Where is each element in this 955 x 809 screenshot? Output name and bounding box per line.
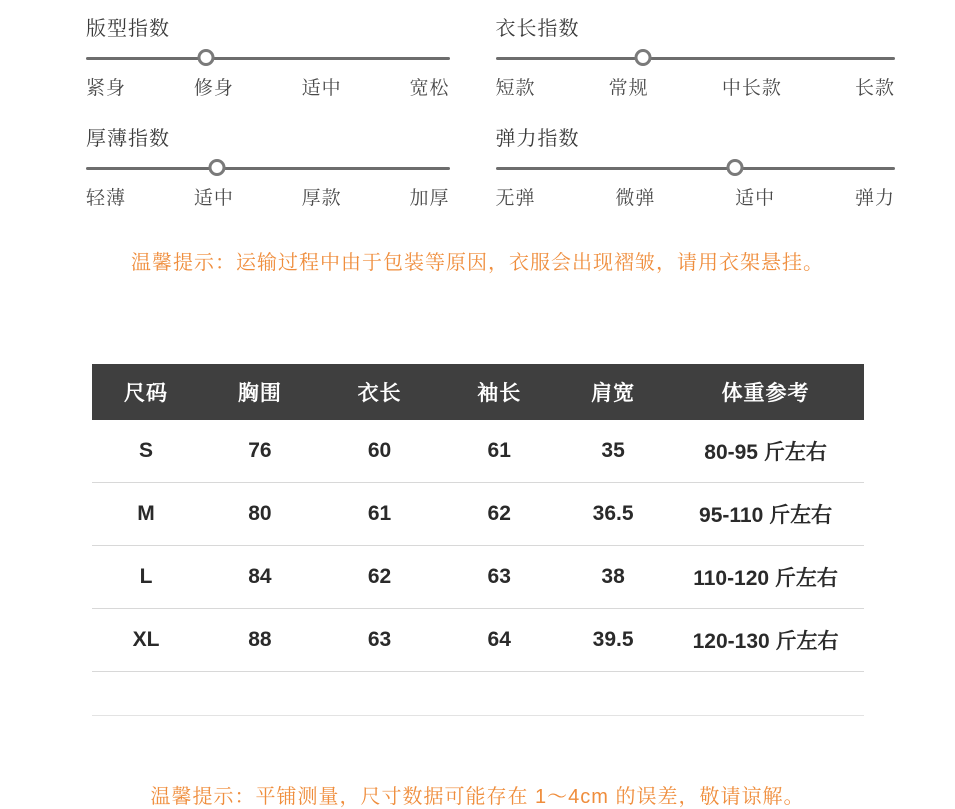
- slider-title-thickness: 厚薄指数: [86, 122, 450, 151]
- index-sliders-section: [0, 0, 955, 210]
- table-cell-shoulder: 35: [559, 420, 667, 483]
- table-row: [92, 420, 864, 483]
- slider-track-fit[interactable]: [86, 49, 450, 67]
- table-cell-weight: 95-110 斤左右: [667, 483, 864, 546]
- slider-option: 轻薄: [86, 183, 126, 210]
- slider-option: 无弹: [496, 183, 536, 210]
- slider-track-thickness[interactable]: [86, 159, 450, 177]
- slider-block-thickness: [0, 122, 478, 210]
- slider-labels-elasticity: [496, 183, 896, 210]
- table-cell-length: 62: [320, 546, 440, 609]
- slider-option: 适中: [735, 183, 775, 210]
- table-cell-shoulder: 36.5: [559, 483, 667, 546]
- table-header-cell: 袖长: [439, 364, 559, 420]
- slider-option: 适中: [194, 183, 234, 210]
- slider-option: 长款: [855, 73, 895, 100]
- slider-labels-thickness: [86, 183, 450, 210]
- table-cell-weight: 120-130 斤左右: [667, 609, 864, 672]
- slider-option: 加厚: [409, 183, 449, 210]
- slider-row-2: [0, 122, 955, 210]
- table-cell-sleeve: 64: [439, 609, 559, 672]
- slider-track-line: [496, 57, 896, 60]
- measurement-tolerance-tip: 温馨提示：平铺测量，尺寸数据可能存在 1～4cm 的误差，敬请谅解。: [0, 780, 955, 809]
- table-header-cell: 尺码: [92, 364, 200, 420]
- slider-track-line: [496, 167, 896, 170]
- table-cell-weight: 110-120 斤左右: [667, 546, 864, 609]
- slider-block-fit: [0, 12, 478, 100]
- table-cell-shoulder: 38: [559, 546, 667, 609]
- slider-row-1: [0, 12, 955, 100]
- slider-title-fit: 版型指数: [86, 12, 450, 41]
- table-cell-bust: 88: [200, 609, 320, 672]
- table-header-cell: 肩宽: [559, 364, 667, 420]
- table-cell-size: S: [92, 420, 200, 483]
- slider-option: 紧身: [86, 73, 126, 100]
- section-divider: [92, 715, 864, 716]
- slider-labels-length: [496, 73, 896, 100]
- table-header-row: [92, 364, 864, 420]
- slider-option: 适中: [302, 73, 342, 100]
- table-row: [92, 609, 864, 672]
- slider-block-length: [478, 12, 955, 100]
- slider-option: 短款: [496, 73, 536, 100]
- table-cell-size: XL: [92, 609, 200, 672]
- slider-knob-fit[interactable]: [197, 49, 214, 66]
- slider-labels-fit: [86, 73, 450, 100]
- table-cell-bust: 76: [200, 420, 320, 483]
- table-cell-length: 61: [320, 483, 440, 546]
- slider-knob-thickness[interactable]: [208, 159, 225, 176]
- table-row: [92, 483, 864, 546]
- table-cell-size: L: [92, 546, 200, 609]
- slider-knob-elasticity[interactable]: [727, 159, 744, 176]
- table-header-cell: 体重参考: [667, 364, 864, 420]
- slider-option: 中长款: [722, 73, 782, 100]
- slider-option: 弹力: [855, 183, 895, 210]
- table-cell-weight: 80-95 斤左右: [667, 420, 864, 483]
- slider-option: 微弹: [615, 183, 655, 210]
- size-chart: [92, 364, 864, 672]
- table-cell-bust: 80: [200, 483, 320, 546]
- slider-option: 宽松: [409, 73, 449, 100]
- slider-option: 修身: [194, 73, 234, 100]
- table-cell-shoulder: 39.5: [559, 609, 667, 672]
- table-cell-length: 63: [320, 609, 440, 672]
- table-cell-sleeve: 62: [439, 483, 559, 546]
- table-cell-bust: 84: [200, 546, 320, 609]
- slider-track-line: [86, 167, 450, 170]
- table-cell-length: 60: [320, 420, 440, 483]
- table-header-cell: 衣长: [320, 364, 440, 420]
- shipping-wrinkle-tip: 温馨提示：运输过程中由于包装等原因，衣服会出现褶皱，请用衣架悬挂。: [0, 246, 955, 275]
- slider-title-length: 衣长指数: [496, 12, 896, 41]
- slider-title-elasticity: 弹力指数: [496, 122, 896, 151]
- slider-track-length[interactable]: [496, 49, 896, 67]
- slider-knob-length[interactable]: [635, 49, 652, 66]
- slider-track-line: [86, 57, 450, 60]
- table-row: [92, 546, 864, 609]
- table-cell-size: M: [92, 483, 200, 546]
- table-cell-sleeve: 63: [439, 546, 559, 609]
- slider-track-elasticity[interactable]: [496, 159, 896, 177]
- slider-block-elasticity: [478, 122, 955, 210]
- slider-option: 常规: [609, 73, 649, 100]
- table-cell-sleeve: 61: [439, 420, 559, 483]
- table-header-cell: 胸围: [200, 364, 320, 420]
- slider-option: 厚款: [302, 183, 342, 210]
- size-table: [92, 364, 864, 672]
